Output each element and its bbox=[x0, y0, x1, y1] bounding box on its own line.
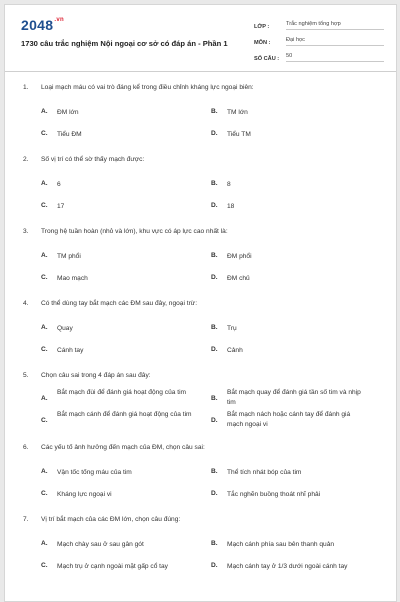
option-text: Tắc nghẽn buồng thoát nhĩ phải bbox=[227, 491, 321, 498]
document-meta bbox=[254, 14, 384, 62]
option-text: Mạch cánh phía sau bên thanh quản bbox=[227, 541, 335, 548]
meta-key: SỐ CÂU : bbox=[254, 56, 280, 62]
option-text: Mạch trụ ở cạnh ngoài mặt gấp cổ tay bbox=[57, 563, 168, 570]
question-prompt: Trong hệ tuần hoàn (nhỏ và lớn), khu vực có áp lực cao nhất là: bbox=[41, 228, 228, 235]
option-text: Tiểu TM bbox=[227, 131, 251, 138]
question-block bbox=[5, 372, 396, 444]
option-text: Bắt mạch nách hoặc cánh tay để đánh giá mạch ngoại vi bbox=[227, 411, 351, 428]
question-list bbox=[5, 84, 396, 588]
question-prompt: Có thể dùng tay bắt mạch các ĐM sau đây, ngoại trừ: bbox=[41, 300, 198, 307]
option-text: Vận tốc tống máu của tim bbox=[57, 469, 132, 476]
question-prompt: Số vị trí có thể sờ thấy mạch được: bbox=[41, 156, 145, 163]
option-letter: A. bbox=[41, 395, 48, 402]
option-letter: A. bbox=[41, 108, 48, 115]
meta-key: LỚP : bbox=[254, 24, 270, 30]
option-text: Cánh tay bbox=[57, 347, 84, 354]
question-prompt: Loại mạch máu có vai trò đáng kể trong điều chỉnh kháng lực ngoại biên: bbox=[41, 84, 254, 91]
option-text: Mạch cánh tay ở 1/3 dưới ngoài cánh tay bbox=[227, 563, 348, 570]
option-text: Trụ bbox=[227, 325, 237, 332]
site-logo[interactable] bbox=[21, 17, 64, 33]
meta-row-class bbox=[254, 14, 384, 30]
option-text: Mạch chày sau ở sau gân gót bbox=[57, 541, 144, 548]
option-letter: B. bbox=[211, 252, 218, 259]
option-letter: B. bbox=[211, 468, 218, 475]
option-text: Mao mạch bbox=[57, 275, 88, 282]
question-block bbox=[5, 300, 396, 372]
option-text: Cảnh bbox=[227, 347, 243, 354]
option-letter: C. bbox=[41, 346, 48, 353]
meta-row-count bbox=[254, 46, 384, 62]
question-text bbox=[23, 300, 197, 307]
option-text: Kháng lực ngoại vi bbox=[57, 491, 112, 498]
meta-value: 50 bbox=[286, 53, 384, 62]
option-text: Bắt mạch quay để đánh giá tần số tim và nhịp tim bbox=[227, 389, 361, 406]
option-letter: D. bbox=[211, 346, 218, 353]
option-letter: A. bbox=[41, 540, 48, 547]
option-letter: C. bbox=[41, 490, 48, 497]
option-letter: B. bbox=[211, 540, 218, 547]
question-prompt: Các yếu tố ảnh hưởng đến mạch của ĐM, chọn câu sai: bbox=[41, 444, 205, 451]
document-title: 1730 câu trắc nghiệm Nội ngoại cơ sở có đáp án - Phần 1 bbox=[21, 39, 228, 48]
option-text: Bắt mạch cánh để đánh giá hoạt động của tim bbox=[57, 411, 192, 418]
option-letter: C. bbox=[41, 562, 48, 569]
option-letter: C. bbox=[41, 274, 48, 281]
option-letter: A. bbox=[41, 468, 48, 475]
question-number: 1. bbox=[23, 84, 29, 91]
question-number: 4. bbox=[23, 300, 29, 307]
meta-row-subject bbox=[254, 30, 384, 46]
option-letter: A. bbox=[41, 252, 48, 259]
question-block bbox=[5, 156, 396, 228]
option-letter: B. bbox=[211, 180, 218, 187]
option-text: ĐM phổi bbox=[227, 253, 252, 260]
option-text: 17 bbox=[57, 203, 65, 210]
option-text: 8 bbox=[227, 181, 231, 188]
option-text: 18 bbox=[227, 203, 235, 210]
meta-value: Đại học bbox=[286, 37, 384, 46]
question-number: 5. bbox=[23, 372, 29, 379]
option-letter: D. bbox=[211, 130, 218, 137]
option-text: 6 bbox=[57, 181, 61, 188]
question-number: 2. bbox=[23, 156, 29, 163]
question-prompt: Chọn câu sai trong 4 đáp án sau đây: bbox=[41, 372, 151, 379]
option-letter: D. bbox=[211, 202, 218, 209]
question-block bbox=[5, 516, 396, 588]
question-number: 3. bbox=[23, 228, 29, 235]
option-letter: B. bbox=[211, 324, 218, 331]
question-text bbox=[23, 516, 180, 523]
meta-key: MÔN : bbox=[254, 40, 271, 46]
option-letter: D. bbox=[211, 274, 218, 281]
meta-value: Trắc nghiệm tổng hợp bbox=[286, 21, 384, 30]
question-text bbox=[23, 228, 228, 235]
question-text bbox=[23, 372, 151, 379]
option-text: TM lớn bbox=[227, 109, 248, 116]
option-letter: C. bbox=[41, 417, 48, 424]
option-letter: C. bbox=[41, 130, 48, 137]
question-number: 6. bbox=[23, 444, 29, 451]
option-text: TM phổi bbox=[57, 253, 81, 260]
question-block bbox=[5, 228, 396, 300]
option-letter: B. bbox=[211, 108, 218, 115]
option-text: Bắt mạch đùi để đánh giá hoạt động của tim bbox=[57, 389, 187, 396]
question-number: 7. bbox=[23, 516, 29, 523]
question-prompt: Vị trí bắt mạch của các ĐM lớn, chọn câu đúng: bbox=[41, 516, 181, 523]
document-page bbox=[4, 4, 397, 602]
option-text: Tiểu ĐM bbox=[57, 131, 82, 138]
question-text bbox=[23, 444, 205, 451]
option-letter: A. bbox=[41, 180, 48, 187]
option-letter: B. bbox=[211, 395, 218, 402]
question-text bbox=[23, 84, 254, 91]
option-letter: A. bbox=[41, 324, 48, 331]
question-block bbox=[5, 444, 396, 516]
logo-text: 2048 bbox=[21, 17, 54, 33]
option-letter: D. bbox=[211, 417, 218, 424]
document-header bbox=[5, 5, 396, 72]
option-text: Quay bbox=[57, 325, 73, 332]
option-letter: D. bbox=[211, 490, 218, 497]
option-text: ĐM chủ bbox=[227, 275, 250, 282]
option-letter: D. bbox=[211, 562, 218, 569]
option-letter: C. bbox=[41, 202, 48, 209]
option-text: ĐM lớn bbox=[57, 109, 79, 116]
option-text: Thể tích nhát bóp của tim bbox=[227, 469, 302, 476]
logo-suffix: .vn bbox=[54, 17, 64, 23]
question-block bbox=[5, 84, 396, 156]
question-text bbox=[23, 156, 144, 163]
